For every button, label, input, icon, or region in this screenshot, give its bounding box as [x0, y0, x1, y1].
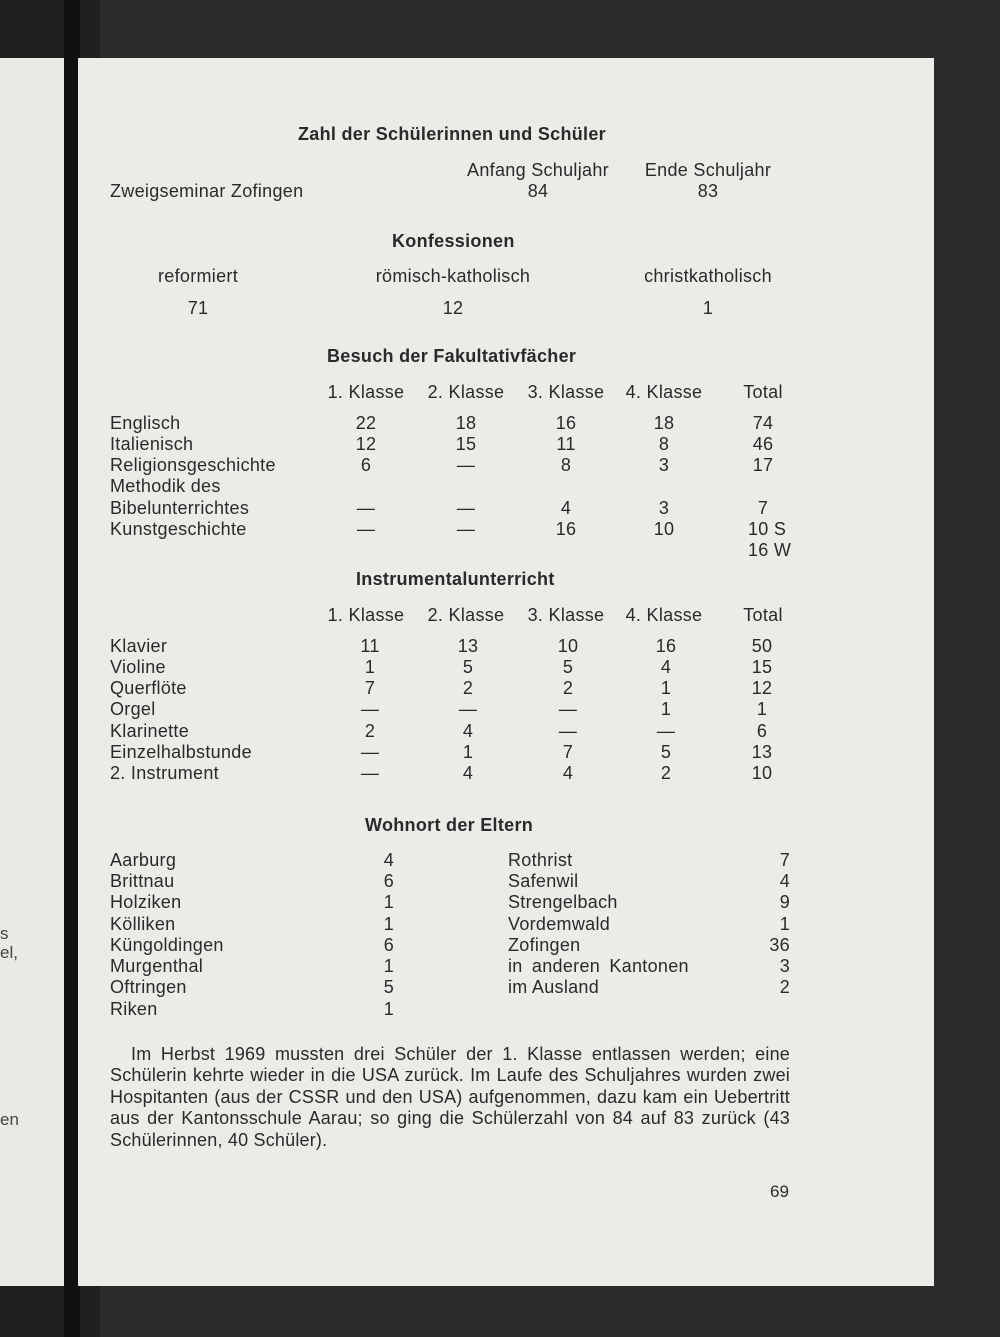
elective-cell: 15 — [455, 434, 477, 454]
instrument-label: Querflöte — [110, 678, 187, 698]
students-end-value: 83 — [697, 181, 719, 201]
page-number: 69 — [770, 1182, 789, 1201]
elective-cell: 11 — [556, 434, 576, 454]
residence-place: Aarburg — [110, 850, 177, 870]
instrument-cell: — — [360, 699, 380, 719]
confession-value: 71 — [187, 298, 209, 318]
instrument-label: Violine — [110, 657, 166, 677]
class-header: 3. Klasse — [527, 382, 605, 402]
instrument-cell: 1 — [364, 657, 376, 677]
instrument-cell: 4 — [562, 763, 574, 783]
residence-place: Murgenthal — [110, 956, 204, 976]
instrument-cell: 2 — [660, 763, 672, 783]
elective-cell: 17 — [752, 455, 774, 475]
elective-label: Methodik des — [110, 476, 221, 496]
instrument-cell: 12 — [751, 678, 773, 698]
residence-count: 7 — [779, 850, 790, 870]
instrument-cell: 10 — [751, 763, 773, 783]
residence-count: 1 — [383, 892, 394, 912]
class-header: Total — [743, 605, 783, 625]
residence-count: 5 — [383, 977, 394, 997]
students-heading: Zahl der Schülerinnen und Schüler — [298, 124, 606, 144]
confession-value: 12 — [442, 298, 464, 318]
confession-label: reformiert — [157, 266, 238, 286]
elective-cell: 12 — [355, 434, 377, 454]
instrument-cell: 5 — [660, 742, 672, 762]
instrument-cell: 4 — [462, 763, 474, 783]
instrument-cell: 4 — [462, 721, 474, 741]
instrument-cell: 13 — [751, 742, 773, 762]
residence-place: Safenwil — [508, 871, 579, 891]
elective-cell: 8 — [658, 434, 670, 454]
elective-label: Religionsgeschichte — [110, 455, 276, 475]
class-header: 4. Klasse — [625, 382, 703, 402]
class-header: 1. Klasse — [327, 382, 405, 402]
instrument-cell: 1 — [660, 678, 672, 698]
elective-cell: — — [456, 498, 476, 518]
instrument-cell: 2 — [364, 721, 376, 741]
elective-label: Kunstgeschichte — [110, 519, 247, 539]
residence-place: Vordemwald — [508, 914, 611, 934]
residence-count: 4 — [779, 871, 790, 891]
instrument-cell: 13 — [457, 636, 479, 656]
residence-place: Riken — [110, 999, 158, 1019]
instrument-label: Klavier — [110, 636, 168, 656]
instrument-cell: 10 — [557, 636, 579, 656]
instrument-cell: 2 — [462, 678, 474, 698]
residence-place: Kölliken — [110, 914, 176, 934]
instrument-cell: 15 — [751, 657, 773, 677]
residence-count: 2 — [779, 977, 790, 997]
residence-place: Rothrist — [508, 850, 573, 870]
elective-label: Bibelunterrichtes — [110, 498, 250, 518]
residence-count: 1 — [779, 914, 790, 934]
elective-label: Italienisch — [110, 434, 194, 454]
instrument-cell: — — [458, 699, 478, 719]
prev-page-fragment: en — [0, 1110, 19, 1129]
instrument-cell: 4 — [660, 657, 672, 677]
elective-cell: 18 — [455, 413, 477, 433]
elective-cell: — — [456, 519, 476, 539]
class-header: 1. Klasse — [327, 605, 405, 625]
elective-cell: 10 — [653, 519, 675, 539]
instrument-cell: — — [656, 721, 676, 741]
instrument-cell: 2 — [562, 678, 574, 698]
elective-cell: 18 — [653, 413, 675, 433]
elective-cell: 8 — [560, 455, 572, 475]
electives-heading: Besuch der Fakultativfächer — [327, 346, 577, 366]
instrument-cell: 5 — [462, 657, 474, 677]
instrument-cell: 11 — [360, 636, 380, 656]
instrument-cell: 50 — [751, 636, 773, 656]
elective-cell: 16 — [555, 413, 577, 433]
prev-page-fragment: s — [0, 924, 9, 943]
students-row-label: Zweigseminar Zofingen — [110, 181, 304, 201]
elective-cell: — — [456, 455, 476, 475]
elective-cell: 6 — [360, 455, 372, 475]
residence-place: Brittnau — [110, 871, 175, 891]
page — [78, 58, 934, 1286]
residence-count: 3 — [779, 956, 790, 976]
elective-cell: 46 — [752, 434, 774, 454]
elective-cell: 16 W — [748, 540, 792, 560]
elective-cell: 3 — [658, 498, 670, 518]
residence-count: 4 — [383, 850, 394, 870]
elective-label: Englisch — [110, 413, 181, 433]
students-start-value: 84 — [527, 181, 549, 201]
instruments-heading: Instrumentalunterricht — [356, 569, 555, 589]
prev-page-fragment: el, — [0, 943, 18, 962]
confession-value: 1 — [702, 298, 714, 318]
residence-count: 1 — [383, 999, 394, 1019]
instrument-label: Klarinette — [110, 721, 190, 741]
confessions-heading: Konfessionen — [392, 231, 515, 251]
instrument-cell: — — [558, 721, 578, 741]
elective-cell: 3 — [658, 455, 670, 475]
confession-label: christkatholisch — [644, 266, 772, 286]
col-start-header: Anfang Schuljahr — [467, 160, 609, 180]
elective-cell: 16 — [555, 519, 577, 539]
instrument-cell: 7 — [562, 742, 574, 762]
instrument-cell: 7 — [364, 678, 376, 698]
instrument-cell: 5 — [562, 657, 574, 677]
instrument-label: Einzelhalbstunde — [110, 742, 252, 762]
residence-count: 6 — [383, 871, 394, 891]
instrument-cell: — — [558, 699, 578, 719]
instrument-cell: 16 — [655, 636, 677, 656]
elective-cell: 7 — [757, 498, 769, 518]
elective-cell: 74 — [752, 413, 774, 433]
residence-count: 9 — [779, 892, 790, 912]
residence-count: 1 — [383, 914, 394, 934]
class-header: 2. Klasse — [427, 605, 505, 625]
residence-count: 1 — [383, 956, 394, 976]
instrument-cell: 1 — [660, 699, 672, 719]
instrument-label: 2. Instrument — [110, 763, 219, 783]
instrument-label: Orgel — [110, 699, 156, 719]
residence-place: im Ausland — [508, 977, 600, 997]
residence-place: Zofingen — [508, 935, 581, 955]
residence-place: Strengelbach — [508, 892, 618, 912]
class-header: 2. Klasse — [427, 382, 505, 402]
residence-count: 36 — [769, 935, 790, 955]
confession-label: römisch-katholisch — [375, 266, 531, 286]
class-header: 4. Klasse — [625, 605, 703, 625]
elective-cell: — — [356, 519, 376, 539]
elective-cell: 10 S — [748, 519, 787, 539]
residence-place: Küngoldingen — [110, 935, 224, 955]
elective-cell: 4 — [560, 498, 572, 518]
elective-cell: — — [356, 498, 376, 518]
residence-place: Oftringen — [110, 977, 187, 997]
instrument-cell: 6 — [756, 721, 768, 741]
instrument-cell: — — [360, 742, 380, 762]
instrument-cell: 1 — [756, 699, 768, 719]
residence-count: 6 — [383, 935, 394, 955]
residence-heading: Wohnort der Eltern — [365, 815, 534, 835]
residence-place: in anderen Kantonen — [508, 956, 689, 976]
class-header: 3. Klasse — [527, 605, 605, 625]
body-paragraph: Im Herbst 1969 mussten drei Schüler der 1. Klasse entlassen werden; eine Schülerin kehrte wieder in die USA zurück. Im Laufe des Schuljahres wurden zwei Hospitanten (aus der CSSR und den USA) aufgenommen, dazu kam ein Uebertritt aus der Kantonsschule Aarau; so ging die Schülerzahl von 84 auf 83 zurück (43 Schülerinnen, 40 Schüler). — [110, 1044, 790, 1150]
class-header: Total — [743, 382, 783, 402]
residence-place: Holziken — [110, 892, 182, 912]
instrument-cell: 1 — [462, 742, 474, 762]
col-end-header: Ende Schuljahr — [644, 160, 772, 180]
instrument-cell: — — [360, 763, 380, 783]
elective-cell: 22 — [355, 413, 377, 433]
